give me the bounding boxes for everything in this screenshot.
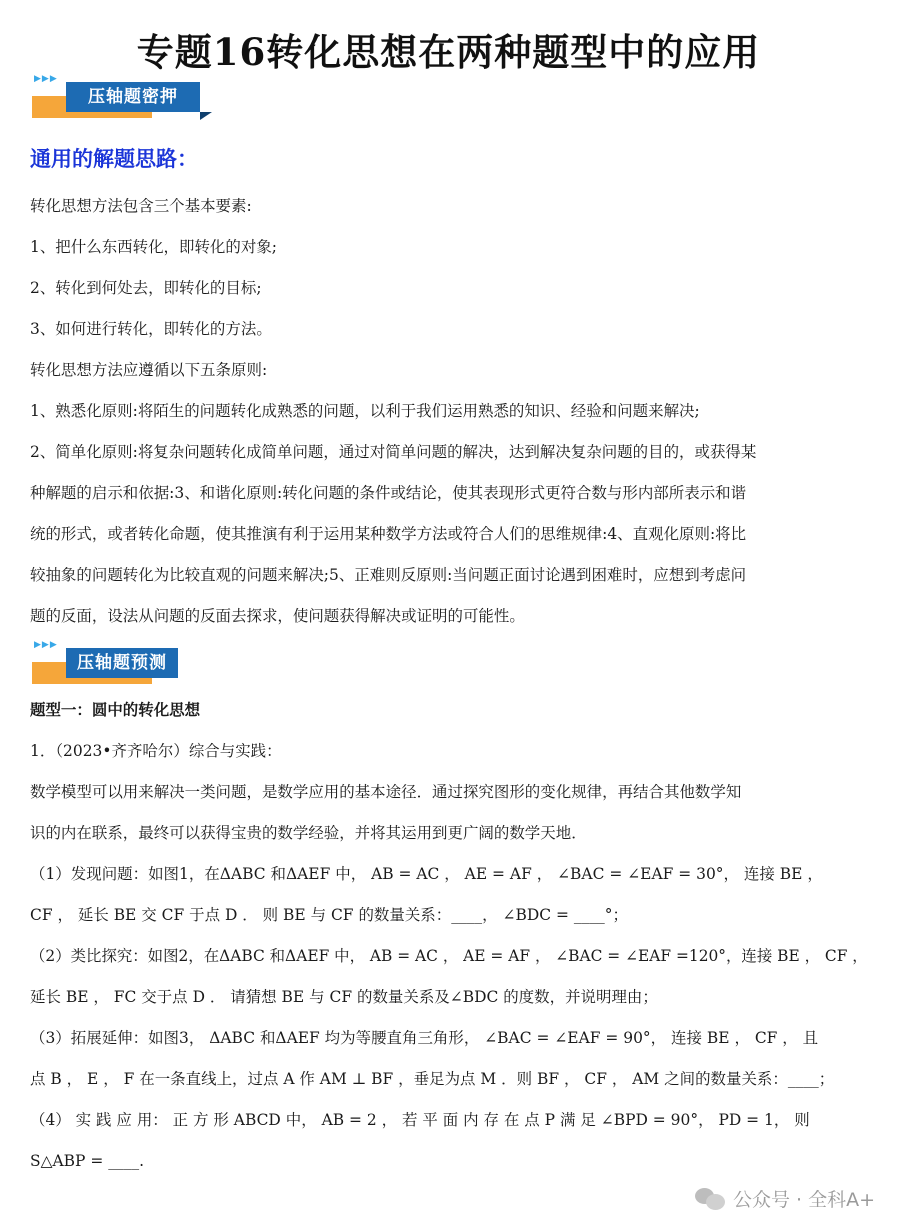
text-line: 转化思想方法包含三个基本要素: — [30, 197, 252, 215]
text-line: 2、简单化原则:将复杂问题转化成简单问题，通过对简单问题的解决，达到解决复杂问题的目的，或获得某 — [30, 443, 757, 461]
text-line: （3）拓展延伸：如图3， ΔABC 和ΔAEF 均为等腰直角三角形， ∠BAC = ∠EAF = 90°， 连接 BE ， CF ， 且 — [30, 1029, 819, 1047]
banner-fold — [200, 112, 212, 120]
banner-label: 压轴题密押 — [66, 82, 200, 112]
text-line: 转化思想方法应遵循以下五条原则: — [30, 361, 268, 379]
section-banner-2 — [32, 640, 207, 686]
text-line: 种解题的启示和依据:3、和谐化原则:转化问题的条件或结论，使其表现形式更符合数与形内部所表示和谐 — [30, 484, 747, 502]
wechat-icon — [695, 1188, 725, 1210]
text-line: （4） 实 践 应 用： 正 方 形 ABCD 中， AB = 2 ， 若 平 面 内 存 在 点 P 满 足 ∠BPD = 90°， PD = 1， 则 — [30, 1111, 810, 1129]
text-line: 1．（2023•齐齐哈尔）综合与实践： — [30, 742, 282, 760]
text-line: 较抽象的问题转化为比较直观的问题来解决;5、正难则反原则:当问题正面讨论遇到困难时，应想到考虑问 — [30, 566, 747, 584]
watermark — [695, 1185, 875, 1212]
problem-text — [30, 690, 870, 1182]
text-line: 1、熟悉化原则:将陌生的问题转化成熟悉的问题，以利于我们运用熟悉的知识、经验和问题来解决; — [30, 402, 700, 420]
watermark-text: 公众号 · 全科A+ — [732, 1189, 875, 1211]
section-title: 题型一：圆中的转化思想 — [30, 701, 201, 719]
text-line: 题的反面，设法从问题的反面去探求，使问题获得解决或证明的可能性。 — [30, 607, 525, 625]
arrow-decoration-icon: ▶▶▶ — [34, 74, 58, 84]
text-line: 点 B ， E ， F 在一条直线上，过点 A 作 AM ⊥ BF ，垂足为点 M ．则 BF ， CF ， AM 之间的数量关系：____； — [30, 1070, 835, 1088]
page-title: 专题16转化思想在两种题型中的应用 — [136, 30, 761, 74]
text-line: （1）发现问题：如图1，在ΔABC 和ΔAEF 中， AB = AC ， AE = AF ， ∠BAC = ∠EAF = 30°， 连接 BE ， — [30, 865, 823, 883]
text-line: 3、如何进行转化，即转化的方法。 — [30, 320, 272, 338]
text-line: （2）类比探究：如图2，在ΔABC 和ΔAEF 中， AB = AC ， AE = AF ， ∠BAC = ∠EAF =120°，连接 BE ， CF ， — [30, 947, 868, 965]
arrow-decoration-icon: ▶▶▶ — [34, 640, 58, 650]
text-line: S△ABP = ____. — [30, 1152, 145, 1170]
text-line: 数学模型可以用来解决一类问题，是数学应用的基本途径．通过探究图形的变化规律，再结合其他数学知 — [30, 783, 742, 801]
text-line: CF ， 延长 BE 交 CF 于点 D ． 则 BE 与 CF 的数量关系：____， ∠BDC = ____°； — [30, 906, 628, 924]
text-line: 识的内在联系，最终可以获得宝贵的数学经验，并将其运用到更广阔的数学天地． — [30, 824, 587, 842]
text-line: 统的形式，或者转化命题，使其推演有利于运用某种数学方法或符合人们的思维规律:4、直观化原则:将比 — [30, 525, 747, 543]
method-heading: 通用的解题思路： — [30, 147, 198, 171]
text-line: 延长 BE ， FC 交于点 D ． 请猜想 BE 与 CF 的数量关系及∠BDC 的度数，并说明理由； — [30, 988, 658, 1006]
text-line: 2、转化到何处去，即转化的目标; — [30, 279, 262, 297]
banner-label: 压轴题预测 — [66, 648, 178, 678]
section-banner-1 — [32, 74, 207, 120]
text-line: 1、把什么东西转化，即转化的对象; — [30, 238, 277, 256]
intro-text — [30, 186, 870, 637]
